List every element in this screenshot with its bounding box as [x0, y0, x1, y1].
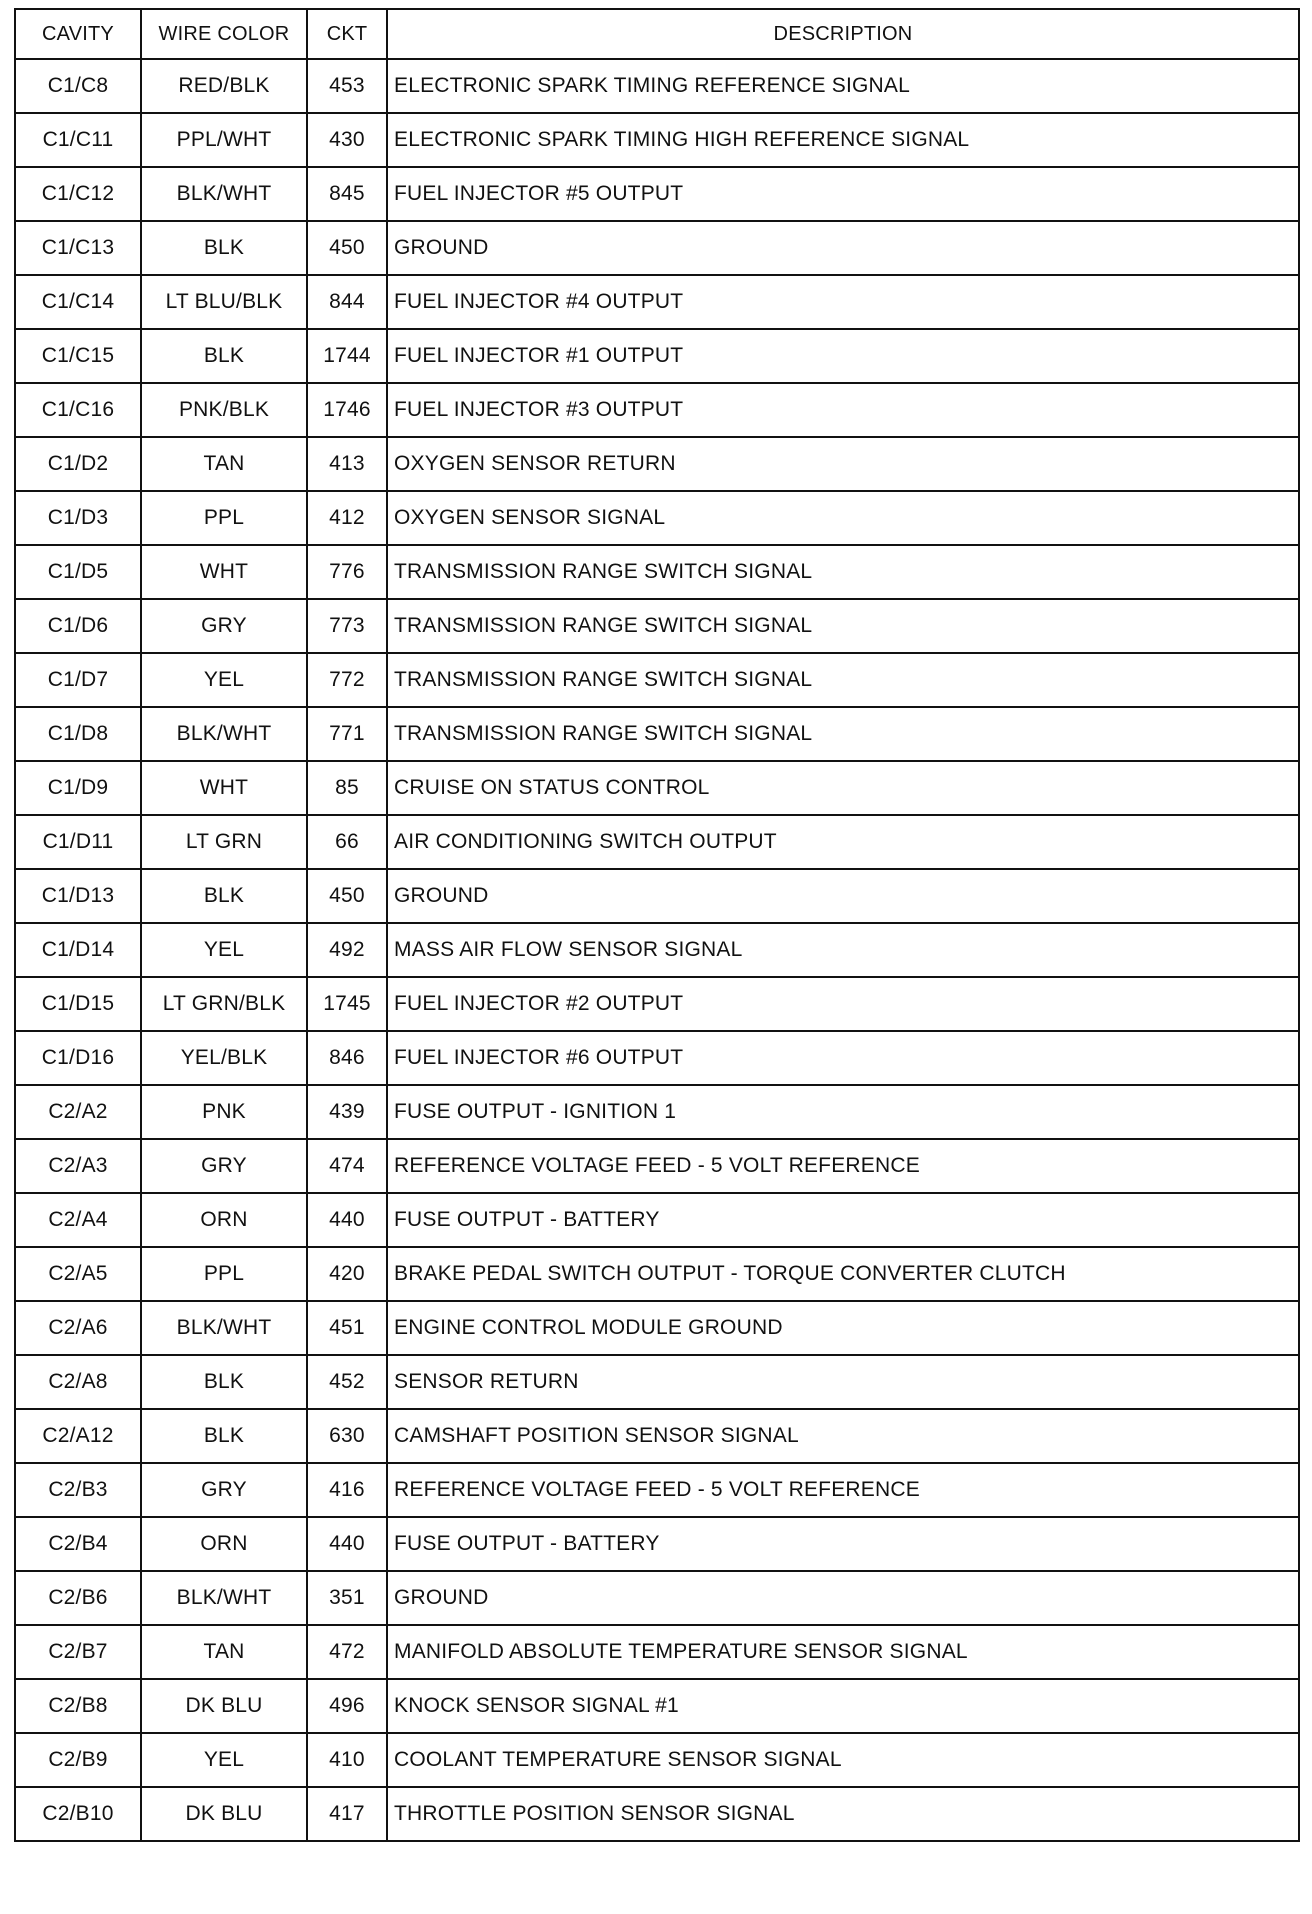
cell-ckt: 416: [307, 1463, 387, 1517]
cell-cavity: C2/A2: [15, 1085, 141, 1139]
header-ckt: CKT: [307, 9, 387, 59]
table-row: [15, 437, 1299, 491]
cell-cavity: C2/A12: [15, 1409, 141, 1463]
cell-wire-color: BLK: [141, 1409, 307, 1463]
cell-wire-color: RED/BLK: [141, 59, 307, 113]
table-row: [15, 383, 1299, 437]
cell-cavity: C2/B4: [15, 1517, 141, 1571]
table-row: [15, 1193, 1299, 1247]
cell-wire-color: DK BLU: [141, 1679, 307, 1733]
cell-description: FUEL INJECTOR #2 OUTPUT: [387, 977, 1299, 1031]
cell-wire-color: YEL: [141, 923, 307, 977]
cell-cavity: C1/C15: [15, 329, 141, 383]
cell-wire-color: LT GRN/BLK: [141, 977, 307, 1031]
table-row: [15, 1517, 1299, 1571]
cell-cavity: C1/D8: [15, 707, 141, 761]
cell-wire-color: BLK/WHT: [141, 1571, 307, 1625]
cell-cavity: C1/D11: [15, 815, 141, 869]
cell-cavity: C1/D2: [15, 437, 141, 491]
cell-cavity: C2/B6: [15, 1571, 141, 1625]
cell-cavity: C2/A5: [15, 1247, 141, 1301]
cell-wire-color: BLK: [141, 869, 307, 923]
cell-description: FUSE OUTPUT - IGNITION 1: [387, 1085, 1299, 1139]
cell-description: MASS AIR FLOW SENSOR SIGNAL: [387, 923, 1299, 977]
table-row: [15, 1355, 1299, 1409]
cell-wire-color: TAN: [141, 1625, 307, 1679]
cell-description: CRUISE ON STATUS CONTROL: [387, 761, 1299, 815]
cell-description: GROUND: [387, 869, 1299, 923]
cell-ckt: 452: [307, 1355, 387, 1409]
table-row: [15, 815, 1299, 869]
cell-cavity: C2/B10: [15, 1787, 141, 1841]
cell-ckt: 66: [307, 815, 387, 869]
cell-description: FUSE OUTPUT - BATTERY: [387, 1517, 1299, 1571]
cell-cavity: C1/D6: [15, 599, 141, 653]
cell-ckt: 773: [307, 599, 387, 653]
table-row: [15, 761, 1299, 815]
cell-description: REFERENCE VOLTAGE FEED - 5 VOLT REFERENCE: [387, 1463, 1299, 1517]
cell-ckt: 630: [307, 1409, 387, 1463]
cell-description: MANIFOLD ABSOLUTE TEMPERATURE SENSOR SIGNAL: [387, 1625, 1299, 1679]
cell-cavity: C1/D9: [15, 761, 141, 815]
table-row: [15, 1463, 1299, 1517]
cell-description: ELECTRONIC SPARK TIMING REFERENCE SIGNAL: [387, 59, 1299, 113]
table-row: [15, 599, 1299, 653]
cell-description: FUEL INJECTOR #3 OUTPUT: [387, 383, 1299, 437]
table-row: [15, 1787, 1299, 1841]
table-row: [15, 1733, 1299, 1787]
table-row: [15, 1679, 1299, 1733]
cell-cavity: C2/A3: [15, 1139, 141, 1193]
cell-description: ENGINE CONTROL MODULE GROUND: [387, 1301, 1299, 1355]
table-row: [15, 1301, 1299, 1355]
cell-description: TRANSMISSION RANGE SWITCH SIGNAL: [387, 653, 1299, 707]
cell-description: CAMSHAFT POSITION SENSOR SIGNAL: [387, 1409, 1299, 1463]
table-row: [15, 977, 1299, 1031]
cell-wire-color: BLK/WHT: [141, 1301, 307, 1355]
table-row: [15, 221, 1299, 275]
cell-ckt: 1744: [307, 329, 387, 383]
cell-description: SENSOR RETURN: [387, 1355, 1299, 1409]
cell-description: GROUND: [387, 1571, 1299, 1625]
cell-description: OXYGEN SENSOR SIGNAL: [387, 491, 1299, 545]
cell-wire-color: BLK/WHT: [141, 167, 307, 221]
table-row: [15, 1571, 1299, 1625]
cell-wire-color: BLK: [141, 221, 307, 275]
cell-ckt: 472: [307, 1625, 387, 1679]
header-cavity: CAVITY: [15, 9, 141, 59]
cell-ckt: 450: [307, 221, 387, 275]
table-row: [15, 869, 1299, 923]
cell-ckt: 845: [307, 167, 387, 221]
cell-ckt: 450: [307, 869, 387, 923]
cell-wire-color: YEL: [141, 653, 307, 707]
cell-cavity: C2/A6: [15, 1301, 141, 1355]
cell-description: ELECTRONIC SPARK TIMING HIGH REFERENCE SIGNAL: [387, 113, 1299, 167]
cell-ckt: 451: [307, 1301, 387, 1355]
cell-description: GROUND: [387, 221, 1299, 275]
cell-description: FUEL INJECTOR #1 OUTPUT: [387, 329, 1299, 383]
cell-cavity: C2/B9: [15, 1733, 141, 1787]
table-row: [15, 59, 1299, 113]
cell-ckt: 492: [307, 923, 387, 977]
cell-description: TRANSMISSION RANGE SWITCH SIGNAL: [387, 599, 1299, 653]
cell-ckt: 413: [307, 437, 387, 491]
cell-ckt: 417: [307, 1787, 387, 1841]
cell-ckt: 776: [307, 545, 387, 599]
cell-cavity: C2/B7: [15, 1625, 141, 1679]
cell-ckt: 846: [307, 1031, 387, 1085]
cell-cavity: C1/C8: [15, 59, 141, 113]
cell-wire-color: PNK/BLK: [141, 383, 307, 437]
table-row: [15, 545, 1299, 599]
table-row: [15, 707, 1299, 761]
cell-ckt: 351: [307, 1571, 387, 1625]
cell-cavity: C2/A4: [15, 1193, 141, 1247]
cell-wire-color: BLK/WHT: [141, 707, 307, 761]
table-row: [15, 923, 1299, 977]
cell-cavity: C1/D13: [15, 869, 141, 923]
cell-wire-color: GRY: [141, 1139, 307, 1193]
cell-ckt: 439: [307, 1085, 387, 1139]
cell-wire-color: BLK: [141, 329, 307, 383]
cell-ckt: 1746: [307, 383, 387, 437]
cell-cavity: C2/B8: [15, 1679, 141, 1733]
cell-cavity: C1/D5: [15, 545, 141, 599]
cell-ckt: 771: [307, 707, 387, 761]
cell-wire-color: GRY: [141, 599, 307, 653]
table-row: [15, 1625, 1299, 1679]
table-row: [15, 275, 1299, 329]
table-row: [15, 329, 1299, 383]
cell-description: FUEL INJECTOR #6 OUTPUT: [387, 1031, 1299, 1085]
cell-cavity: C1/D15: [15, 977, 141, 1031]
cell-ckt: 440: [307, 1517, 387, 1571]
cell-wire-color: WHT: [141, 545, 307, 599]
cell-description: AIR CONDITIONING SWITCH OUTPUT: [387, 815, 1299, 869]
cell-wire-color: ORN: [141, 1193, 307, 1247]
cell-cavity: C1/C14: [15, 275, 141, 329]
cell-ckt: 410: [307, 1733, 387, 1787]
cell-cavity: C1/D16: [15, 1031, 141, 1085]
table-row: [15, 1031, 1299, 1085]
cell-description: FUEL INJECTOR #5 OUTPUT: [387, 167, 1299, 221]
cell-wire-color: ORN: [141, 1517, 307, 1571]
table-row: [15, 1085, 1299, 1139]
cell-cavity: C1/D14: [15, 923, 141, 977]
table-row: [15, 167, 1299, 221]
cell-wire-color: TAN: [141, 437, 307, 491]
cell-wire-color: PPL: [141, 491, 307, 545]
header-wire-color: WIRE COLOR: [141, 9, 307, 59]
cell-cavity: C1/C11: [15, 113, 141, 167]
cell-ckt: 412: [307, 491, 387, 545]
cell-description: FUSE OUTPUT - BATTERY: [387, 1193, 1299, 1247]
cell-wire-color: DK BLU: [141, 1787, 307, 1841]
cell-wire-color: WHT: [141, 761, 307, 815]
cell-ckt: 1745: [307, 977, 387, 1031]
cell-ckt: 772: [307, 653, 387, 707]
table-row: [15, 113, 1299, 167]
table-body: [15, 59, 1299, 1841]
cell-description: BRAKE PEDAL SWITCH OUTPUT - TORQUE CONVERTER CLUTCH: [387, 1247, 1299, 1301]
table-row: [15, 1139, 1299, 1193]
header-row: [15, 9, 1299, 59]
cell-ckt: 474: [307, 1139, 387, 1193]
connector-pinout-table: [14, 8, 1300, 1842]
cell-ckt: 430: [307, 113, 387, 167]
cell-cavity: C1/D3: [15, 491, 141, 545]
header-description: DESCRIPTION: [387, 9, 1299, 59]
cell-description: FUEL INJECTOR #4 OUTPUT: [387, 275, 1299, 329]
cell-description: KNOCK SENSOR SIGNAL #1: [387, 1679, 1299, 1733]
cell-description: THROTTLE POSITION SENSOR SIGNAL: [387, 1787, 1299, 1841]
cell-cavity: C1/C12: [15, 167, 141, 221]
table-row: [15, 1247, 1299, 1301]
table-header: [15, 9, 1299, 59]
cell-wire-color: PNK: [141, 1085, 307, 1139]
cell-wire-color: BLK: [141, 1355, 307, 1409]
cell-description: OXYGEN SENSOR RETURN: [387, 437, 1299, 491]
cell-ckt: 440: [307, 1193, 387, 1247]
cell-ckt: 453: [307, 59, 387, 113]
cell-wire-color: LT GRN: [141, 815, 307, 869]
cell-wire-color: GRY: [141, 1463, 307, 1517]
cell-description: TRANSMISSION RANGE SWITCH SIGNAL: [387, 707, 1299, 761]
cell-cavity: C1/C16: [15, 383, 141, 437]
cell-cavity: C2/B3: [15, 1463, 141, 1517]
cell-wire-color: YEL/BLK: [141, 1031, 307, 1085]
cell-wire-color: PPL: [141, 1247, 307, 1301]
cell-cavity: C1/D7: [15, 653, 141, 707]
cell-description: COOLANT TEMPERATURE SENSOR SIGNAL: [387, 1733, 1299, 1787]
cell-wire-color: PPL/WHT: [141, 113, 307, 167]
cell-wire-color: LT BLU/BLK: [141, 275, 307, 329]
table-row: [15, 491, 1299, 545]
cell-cavity: C2/A8: [15, 1355, 141, 1409]
cell-wire-color: YEL: [141, 1733, 307, 1787]
cell-ckt: 496: [307, 1679, 387, 1733]
cell-ckt: 85: [307, 761, 387, 815]
cell-description: TRANSMISSION RANGE SWITCH SIGNAL: [387, 545, 1299, 599]
cell-ckt: 844: [307, 275, 387, 329]
table-row: [15, 653, 1299, 707]
table-row: [15, 1409, 1299, 1463]
cell-cavity: C1/C13: [15, 221, 141, 275]
cell-description: REFERENCE VOLTAGE FEED - 5 VOLT REFERENCE: [387, 1139, 1299, 1193]
cell-ckt: 420: [307, 1247, 387, 1301]
